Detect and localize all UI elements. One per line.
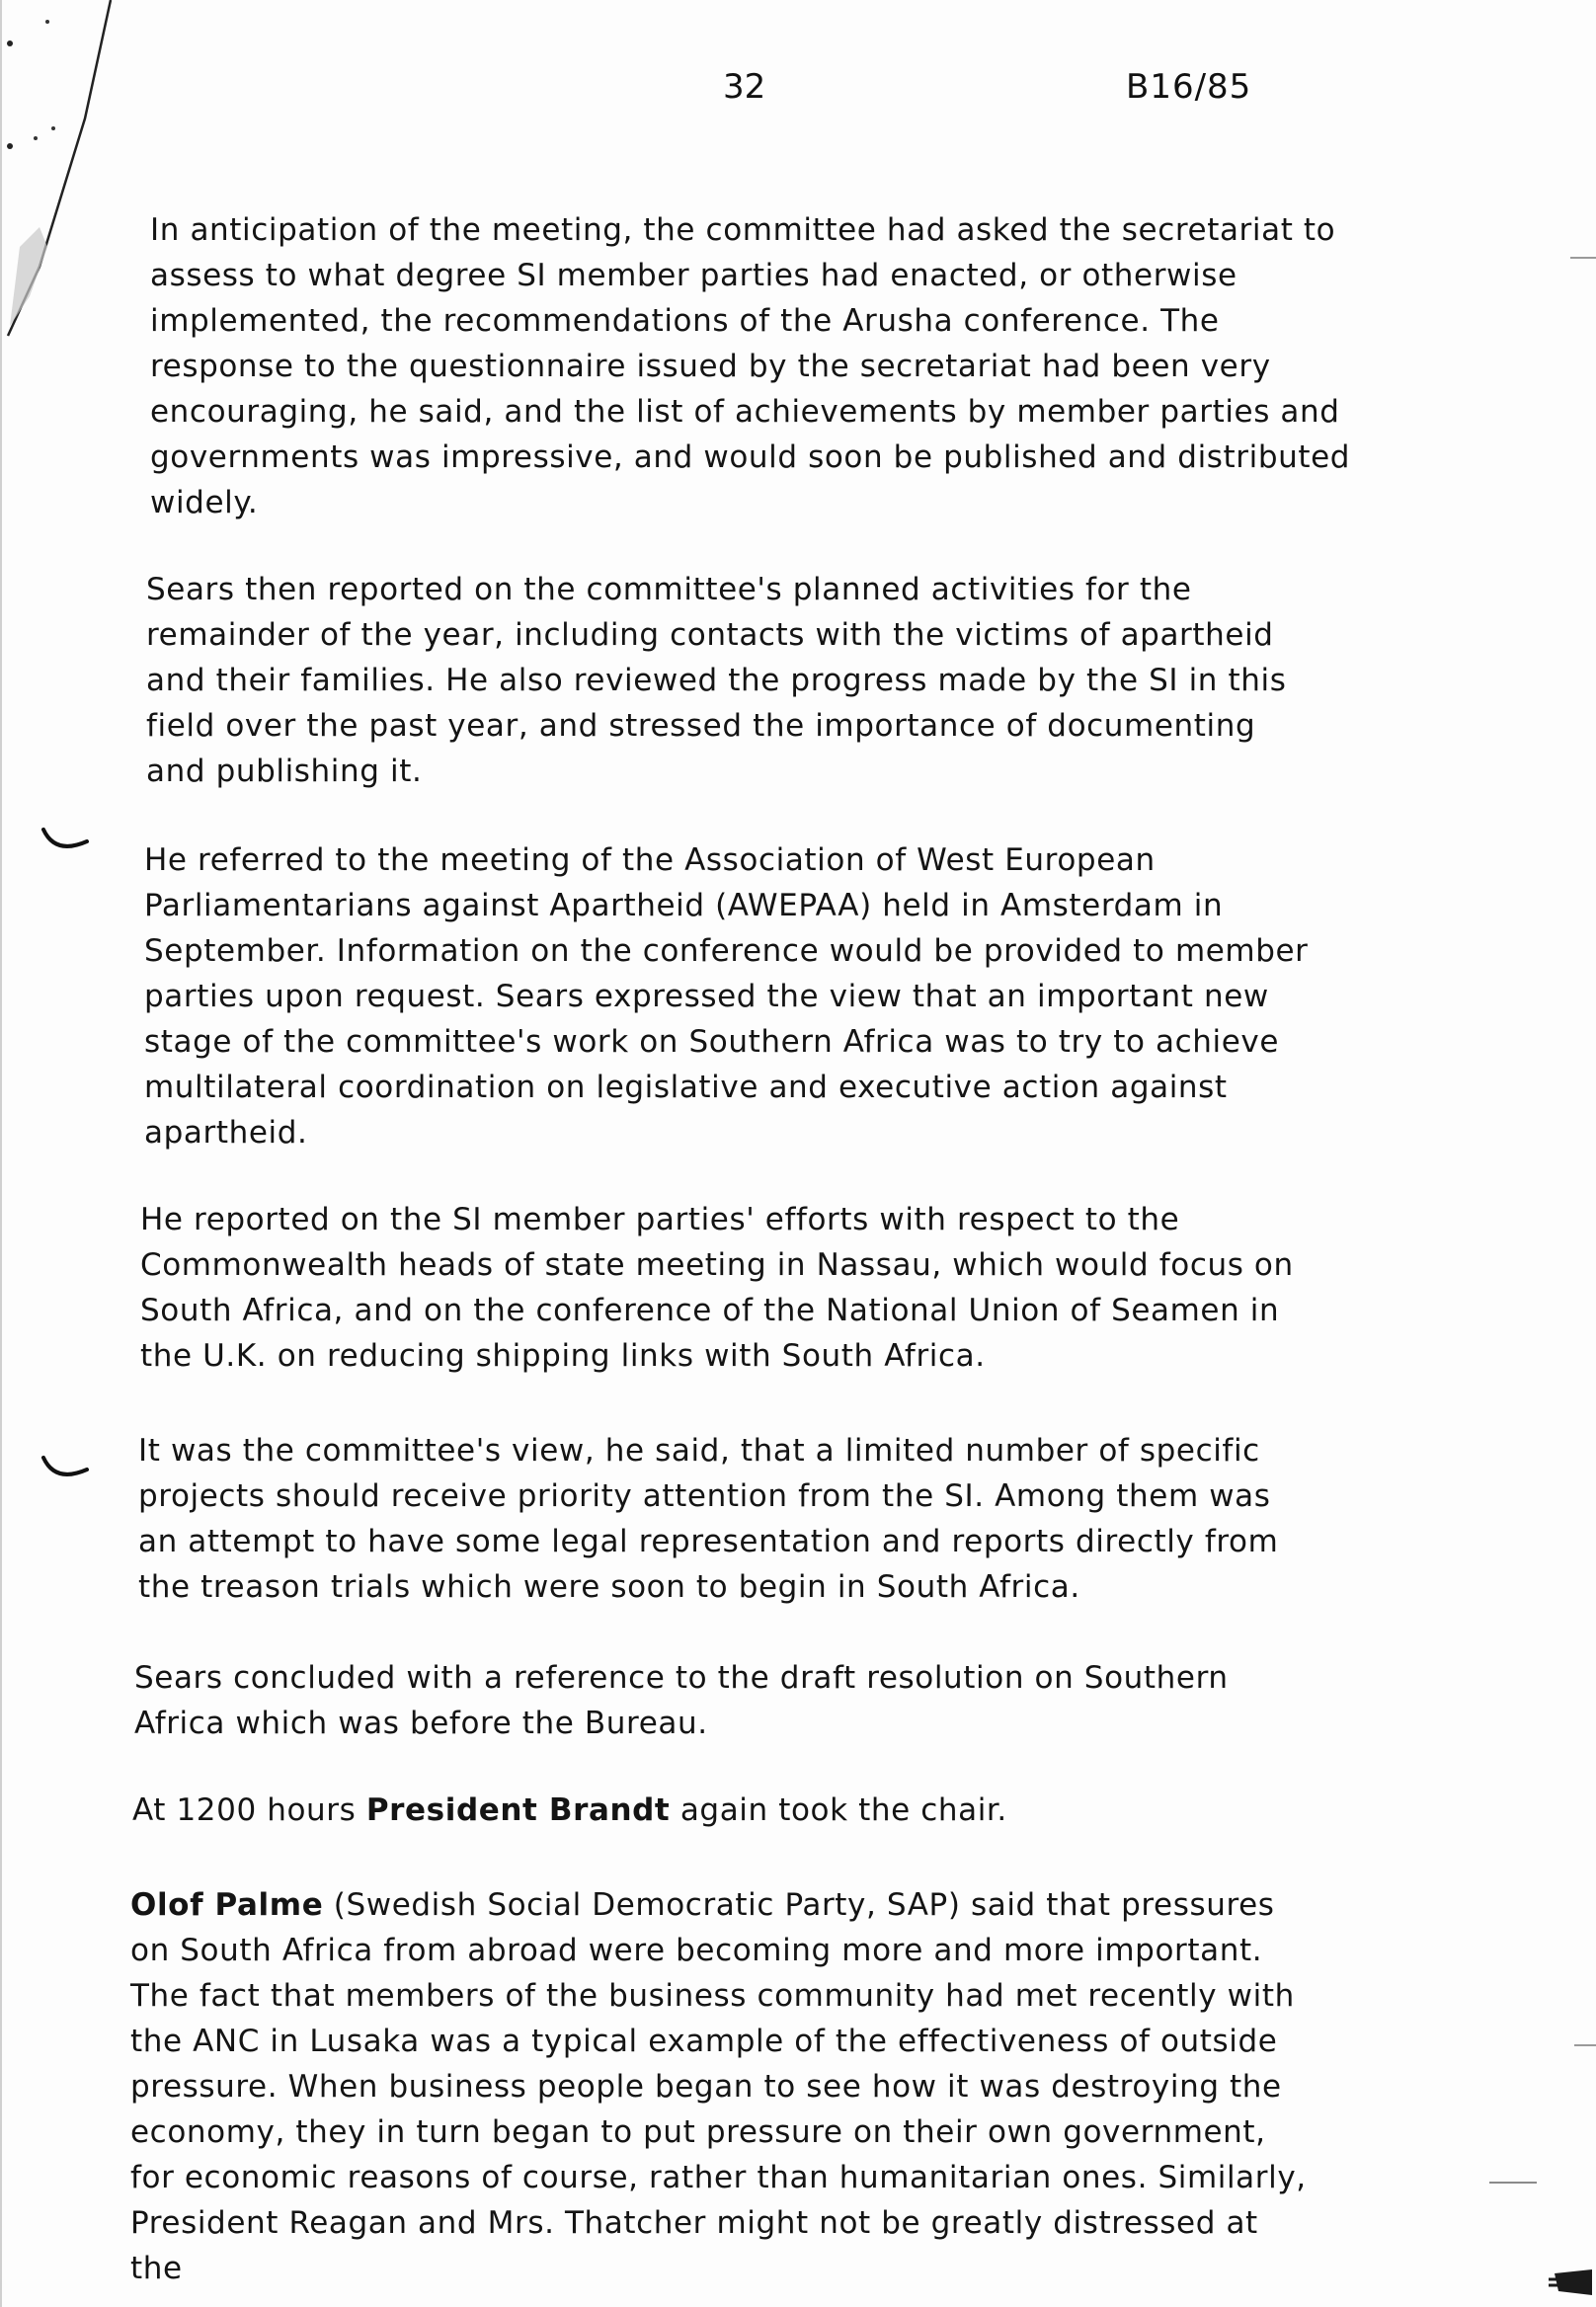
corner-scan-mark	[0, 0, 128, 356]
paragraph	[130, 1882, 1316, 2291]
scan-speck	[1489, 2182, 1537, 2184]
paragraph-text: again took the chair.	[670, 1792, 1007, 1828]
paragraph: It was the committee's view, he said, that a limited number of specific projects should receive priority attention from the SI. Among them was an attempt to have some legal representation and reports directly from the treason trials which were soon to begin in South Africa.	[138, 1433, 1279, 1605]
speaker-name: Olof Palme	[130, 1887, 324, 1923]
paragraph: He reported on the SI member parties' efforts with respect to the Commonwealth heads of state meeting in Nassau, which would focus on South Africa, and on the conference of the National Union of Seamen in the U.K. on reducing shipping links with South Africa.	[140, 1202, 1294, 1374]
page-number: 32	[723, 67, 766, 107]
corner-scan-mark	[1549, 2266, 1596, 2301]
page-header	[0, 65, 1596, 109]
scan-speck	[1574, 2044, 1596, 2046]
paragraph-text: (Swedish Social Democratic Party, SAP) said that pressures on South Africa from abroad were becoming more and more important. The fact that members of the business community had met recently with the ANC in Lusaka was a typical example of the effectiveness of outside pressure. When business people began to see how it was destroying the economy, they in turn began to put pressure on their own government, for economic reasons of course, rather than humanitarian ones. Similarly, President Reagan and Mrs. Thatcher might not be greatly distressed at the	[130, 1887, 1307, 2286]
paragraph: In anticipation of the meeting, the committee had asked the secretariat to assess to what degree SI member parties had enacted, or otherwise implemented, the recommendations of the Arusha conference. The response to the questionnaire issued by the secretariat had been very encouraging, he said, and the list of achievements by member parties and governments was impressive, and would soon be published and distributed widely.	[150, 212, 1351, 520]
paragraph	[132, 1788, 1219, 1833]
paragraph: Sears then reported on the committee's planned activities for the remainder of the year, including contacts with the victims of apartheid and their families. He also reviewed the progress made by the SI in this field over the past year, and stressed the importance of documenting and publishing it.	[146, 572, 1287, 789]
paragraph: Sears concluded with a reference to the draft resolution on Southern Africa which was before the Bureau.	[134, 1660, 1229, 1741]
document-reference: B16/85	[1126, 67, 1252, 107]
speaker-name: President Brandt	[365, 1792, 671, 1828]
margin-bracket-mark	[40, 1454, 91, 1487]
paragraph-text: At 1200 hours	[132, 1792, 366, 1828]
paragraph: He referred to the meeting of the Association of West European Parliamentarians against Apartheid (AWEPAA) held in Amsterdam in September. Information on the conference would be provided to member parties upon request. Sears expressed the view that an important new stage of the committee's work on Southern Africa was to try to achieve multilateral coordination on legislative and executive action against apartheid.	[144, 842, 1309, 1151]
scan-speck	[1570, 257, 1596, 259]
margin-bracket-mark	[40, 826, 91, 859]
